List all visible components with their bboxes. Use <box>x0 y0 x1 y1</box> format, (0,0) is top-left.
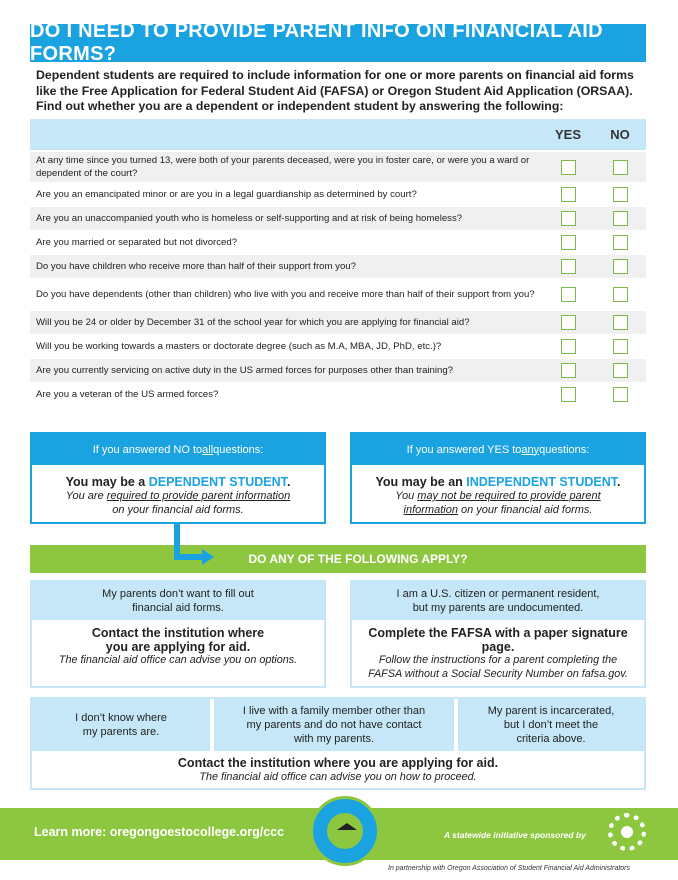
dependent-body <box>32 465 324 517</box>
partner-text: In partnership with Oregon Association of Student Financial Aid Administrators <box>388 865 631 872</box>
no-column-header: NO <box>610 127 630 142</box>
no-checkbox[interactable] <box>613 259 628 274</box>
no-checkbox[interactable] <box>613 363 628 378</box>
no-checkbox[interactable] <box>613 287 628 302</box>
family-member-line2: my parents and do not have contact <box>246 719 422 731</box>
question-row <box>30 152 646 183</box>
undocumented-note2: FAFSA without a Social Security Number on fafsa.gov. <box>368 667 628 680</box>
question-row <box>30 383 646 407</box>
gear-icon <box>621 826 633 838</box>
question-row <box>30 255 646 279</box>
question-text: Are you a veteran of the US armed forces? <box>36 389 219 400</box>
other-situations-body <box>32 751 644 784</box>
yes-checkbox[interactable] <box>561 287 576 302</box>
undocumented-line2: but my parents are undocumented. <box>412 602 584 614</box>
question-text: Do you have dependents (other than children) who live with you and receive more than half of their support from you? <box>36 289 535 300</box>
yes-checkbox[interactable] <box>561 339 576 354</box>
no-checkbox[interactable] <box>613 187 628 202</box>
undocumented-box <box>350 580 646 688</box>
page-title: DO I NEED TO PROVIDE PARENT INFO ON FINANCIAL AID FORMS? <box>30 24 646 62</box>
yes-checkbox[interactable] <box>561 363 576 378</box>
question-row <box>30 335 646 359</box>
yes-checkbox[interactable] <box>561 235 576 250</box>
question-text: At any time since you turned 13, were both of your parents deceased, were you in foster care, or were you a ward or dependent of the court? <box>36 155 530 179</box>
graduation-cap-icon <box>337 823 357 830</box>
other-situations-note: The financial aid office can advise you on how to proceed. <box>199 771 477 783</box>
no-checkbox[interactable] <box>613 339 628 354</box>
dependent-header-suffix: questions: <box>213 443 264 456</box>
question-text: Are you an unaccompanied youth who is homeless or self-supporting and at risk of being homeless? <box>36 213 463 224</box>
yes-checkbox[interactable] <box>561 211 576 226</box>
question-row <box>30 359 646 383</box>
undocumented-header <box>352 582 644 620</box>
other-situations-box <box>30 697 646 790</box>
independent-line1-end: . <box>617 475 621 489</box>
independent-line1: You may be an <box>375 475 467 489</box>
incarcerated-line3: criteria above. <box>516 733 586 745</box>
independent-header-text: If you answered YES to <box>406 443 522 456</box>
independent-requirement-cont: information <box>403 504 458 516</box>
independent-body <box>352 465 644 517</box>
parents-refuse-action2: you are applying for aid. <box>105 639 251 654</box>
question-text: Are you an emancipated minor or are you in a legal guardianship as determined by court? <box>36 189 417 200</box>
arrow-connector-horizontal <box>174 554 204 560</box>
family-member-line1: I live with a family member other than <box>242 705 426 717</box>
question-text: Are you married or separated but not divorced? <box>36 237 238 248</box>
apply-bar <box>30 545 646 573</box>
question-row <box>30 279 646 311</box>
gear-up-logo <box>608 813 646 851</box>
independent-line2: You <box>395 490 418 502</box>
independent-box <box>350 432 646 524</box>
undocumented-body <box>352 620 644 681</box>
undocumented-action: Complete the FAFSA with a paper signature page. <box>368 626 628 654</box>
parents-refuse-line2: financial aid forms. <box>132 602 224 614</box>
no-checkbox[interactable] <box>613 315 628 330</box>
parents-refuse-body <box>32 620 324 668</box>
question-text: Will you be 24 or older by December 31 of the school year for which you are applying for financial aid? <box>36 317 470 328</box>
sponsor-text: A statewide initiative sponsored by <box>444 830 586 840</box>
arrow-right-icon <box>202 549 214 565</box>
incarcerated-line1: My parent is incarcerated, <box>487 705 615 717</box>
family-member-line3: with my parents. <box>293 733 375 745</box>
yes-checkbox[interactable] <box>561 387 576 402</box>
independent-requirement: may not be required to provide parent <box>417 490 601 502</box>
unknown-parents-line1: I don’t know where <box>75 712 167 724</box>
apply-bar-text: DO ANY OF THE FOLLOWING APPLY? <box>248 552 468 566</box>
parents-refuse-header <box>32 582 324 620</box>
question-text: Are you currently servicing on active duty in the US armed forces for purposes other than training? <box>36 365 454 376</box>
parents-refuse-note: The financial aid office can advise you on options. <box>58 654 298 666</box>
table-header <box>30 119 646 152</box>
logo-center <box>327 813 363 849</box>
unknown-parents-line2: my parents are. <box>82 726 160 738</box>
undocumented-line1: I am a U.S. citizen or permanent resident, <box>396 588 600 600</box>
questions-table <box>30 119 646 407</box>
no-checkbox[interactable] <box>613 211 628 226</box>
dependent-line3: on your financial aid forms. <box>112 504 244 516</box>
no-checkbox[interactable] <box>613 160 628 175</box>
no-checkbox[interactable] <box>613 387 628 402</box>
dependent-requirement: required to provide parent information <box>106 490 291 502</box>
undocumented-note1: Follow the instructions for a parent completing the <box>378 654 618 666</box>
other-situations-action: Contact the institution where you are applying for aid. <box>177 756 499 770</box>
dependent-header <box>32 434 324 465</box>
oregon-goes-to-college-logo <box>310 796 380 866</box>
incarcerated-line2: but I don’t meet the <box>503 719 599 731</box>
intro-text: Dependent students are required to include information for one or more parents on financial aid forms like the Free Application for Federal Student Aid (FAFSA) or Oregon Student Aid Application (ORSAA). Find out whether you are a dependent or independent student by answering the following: <box>36 68 634 113</box>
dependent-box <box>30 432 326 524</box>
dependent-header-text: If you answered NO to <box>92 443 203 456</box>
dependent-header-emphasis: all <box>202 443 214 456</box>
question-text: Will you be working towards a masters or doctorate degree (such as M.A, MBA, JD, PhD, etc.)? <box>36 341 442 352</box>
family-member-header <box>214 699 454 751</box>
independent-line3: on your financial aid forms. <box>457 504 593 516</box>
no-checkbox[interactable] <box>613 235 628 250</box>
unknown-parents-header <box>32 699 210 751</box>
question-text: Do you have children who receive more than half of their support from you? <box>36 261 356 272</box>
independent-header <box>352 434 644 465</box>
parents-refuse-action1: Contact the institution where <box>91 626 265 640</box>
learn-more-link[interactable]: Learn more: oregongoestocollege.org/ccc <box>34 825 285 839</box>
independent-header-suffix: questions: <box>539 443 590 456</box>
yes-checkbox[interactable] <box>561 315 576 330</box>
parents-refuse-box <box>30 580 326 688</box>
dependent-student-label: DEPENDENT STUDENT <box>148 475 287 489</box>
question-row <box>30 207 646 231</box>
yes-checkbox[interactable] <box>561 259 576 274</box>
independent-student-label: INDEPENDENT STUDENT <box>466 475 617 489</box>
dependent-line1-end: . <box>286 475 291 489</box>
parents-refuse-line1: My parents don’t want to fill out <box>102 588 254 600</box>
yes-column-header: YES <box>554 127 581 142</box>
dependent-line1: You may be a <box>65 475 149 489</box>
question-row <box>30 231 646 255</box>
yes-checkbox[interactable] <box>561 187 576 202</box>
incarcerated-header <box>458 699 644 751</box>
question-row <box>30 183 646 207</box>
yes-checkbox[interactable] <box>561 160 576 175</box>
dependent-line2: You are <box>65 490 107 502</box>
question-row <box>30 311 646 335</box>
independent-header-emphasis: any <box>521 443 540 456</box>
